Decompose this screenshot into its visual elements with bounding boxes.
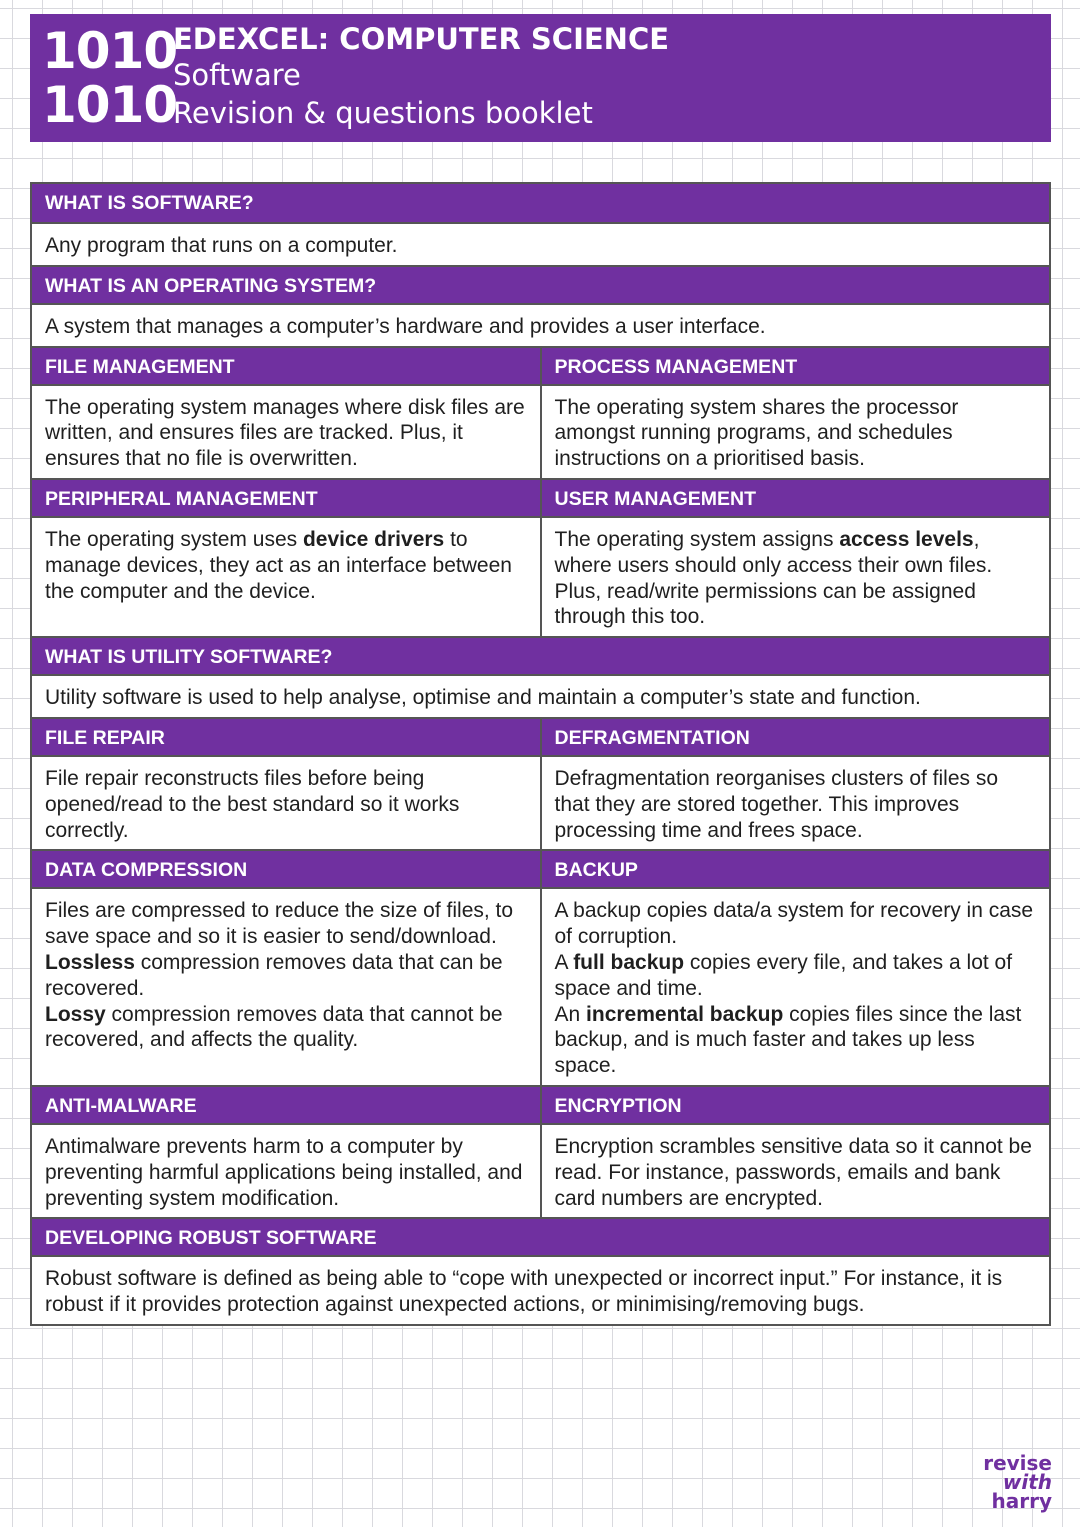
bold-term: full backup (573, 950, 685, 974)
brand-line-1: revise (983, 1451, 1052, 1475)
brand-line-3: harry (991, 1489, 1052, 1513)
bold-term: incremental backup (586, 1002, 784, 1026)
table-row (32, 717, 1049, 755)
page-subtitle-2: Revision & questions booklet (173, 96, 593, 130)
table-row (32, 1085, 1049, 1123)
text-line (555, 950, 1037, 1002)
text-line (45, 950, 527, 1002)
section-text: Robust software is defined as being able to “cope with unexpected or incorrect input.” For instance, it is robust if it provides protection against unexpected actions, or minimising/removing bugs. (32, 1255, 1049, 1324)
section-heading: DATA COMPRESSION (32, 849, 540, 887)
section-heading: ANTI-MALWARE (32, 1085, 540, 1123)
bold-term: access levels (839, 527, 974, 551)
section-heading: WHAT IS SOFTWARE? (32, 184, 1049, 222)
table-row (32, 184, 1049, 222)
section-heading: USER MANAGEMENT (540, 478, 1050, 516)
table-row (32, 755, 1049, 849)
section-heading: BACKUP (540, 849, 1050, 887)
bold-term: Lossy (45, 1002, 106, 1026)
text-run: copies files since the last backup, and is much faster and takes up less space. (554, 1002, 1022, 1078)
section-text: Any program that runs on a computer. (32, 222, 1049, 265)
text-run: to manage devices, they act as an interface between the computer and the device. (45, 527, 512, 603)
bold-term: device drivers (302, 527, 445, 551)
table-row (32, 887, 1049, 1085)
section-text: Defragmentation reorganises clusters of files so that they are stored together. This improves processing time and frees space. (540, 755, 1050, 849)
bold-term: Lossless (45, 950, 135, 974)
binary-logo (42, 22, 178, 134)
table-row (32, 478, 1049, 516)
section-heading: FILE REPAIR (32, 717, 540, 755)
text-run: compression removes data that can be recovered. (45, 950, 503, 1000)
section-heading: DEFRAGMENTATION (540, 717, 1050, 755)
section-heading: WHAT IS UTILITY SOFTWARE? (32, 636, 1049, 674)
section-text (32, 887, 540, 1085)
text-line (555, 1002, 1037, 1079)
text-run: The operating system assigns (554, 527, 840, 551)
section-heading: PERIPHERAL MANAGEMENT (32, 478, 540, 516)
text-line: A backup copies data/a system for recovery in case of corruption. (554, 899, 1034, 949)
logo-line-2: 1010 (42, 76, 178, 134)
text-line (45, 1002, 527, 1054)
section-text: The operating system shares the processor amongst running programs, and schedules instructions on a prioritised basis. (540, 384, 1050, 478)
table-row (32, 516, 1049, 636)
table-row (32, 1217, 1049, 1255)
section-text (540, 887, 1050, 1085)
section-text: Antimalware prevents harm to a computer by preventing harmful applications being installed, and preventing system modification. (32, 1123, 540, 1217)
table-row (32, 346, 1049, 384)
page-subtitle: Software (173, 58, 301, 92)
table-row (32, 636, 1049, 674)
text-run: The operating system uses (45, 527, 303, 551)
section-text: A system that manages a computer’s hardware and provides a user interface. (32, 303, 1049, 346)
logo-line-1: 1010 (42, 22, 178, 80)
section-heading: WHAT IS AN OPERATING SYSTEM? (32, 265, 1049, 303)
text-run: copies every file, and takes a lot of space and time. (554, 950, 1013, 1000)
table-row (32, 384, 1049, 478)
section-text: File repair reconstructs files before being opened/read to the best standard so it works correctly. (32, 755, 540, 849)
section-text: Encryption scrambles sensitive data so it cannot be read. For instance, passwords, emails and bank card numbers are encrypted. (540, 1123, 1050, 1217)
table-row (32, 1123, 1049, 1217)
revision-table (30, 182, 1051, 1326)
section-heading: ENCRYPTION (540, 1085, 1050, 1123)
table-row (32, 303, 1049, 346)
header-banner (30, 14, 1051, 142)
table-row (32, 849, 1049, 887)
table-row (32, 1255, 1049, 1324)
text-line: Files are compressed to reduce the size of files, to save space and so it is easier to send/download. (45, 899, 514, 949)
section-text (32, 516, 540, 636)
section-heading: DEVELOPING ROBUST SOFTWARE (32, 1217, 1049, 1255)
text-run: A (554, 950, 574, 974)
table-row (32, 674, 1049, 717)
page-title: EDEXCEL: COMPUTER SCIENCE (173, 22, 670, 56)
text-run: , where users should only access their own files. Plus, read/write permissions can be assigned through this too. (554, 527, 993, 629)
table-row (32, 265, 1049, 303)
section-text: The operating system manages where disk files are written, and ensures files are tracked. Plus, it ensures that no file is overwritten. (32, 384, 540, 478)
table-row (32, 222, 1049, 265)
section-heading: PROCESS MANAGEMENT (540, 346, 1050, 384)
section-heading: FILE MANAGEMENT (32, 346, 540, 384)
brand-line-2: with (1002, 1470, 1052, 1494)
section-text: Utility software is used to help analyse, optimise and maintain a computer’s state and function. (32, 674, 1049, 717)
section-text (540, 516, 1050, 636)
text-run: An (554, 1002, 587, 1026)
text-run: compression removes data that cannot be recovered, and affects the quality. (45, 1002, 503, 1052)
brand-logo (980, 1451, 1052, 1513)
